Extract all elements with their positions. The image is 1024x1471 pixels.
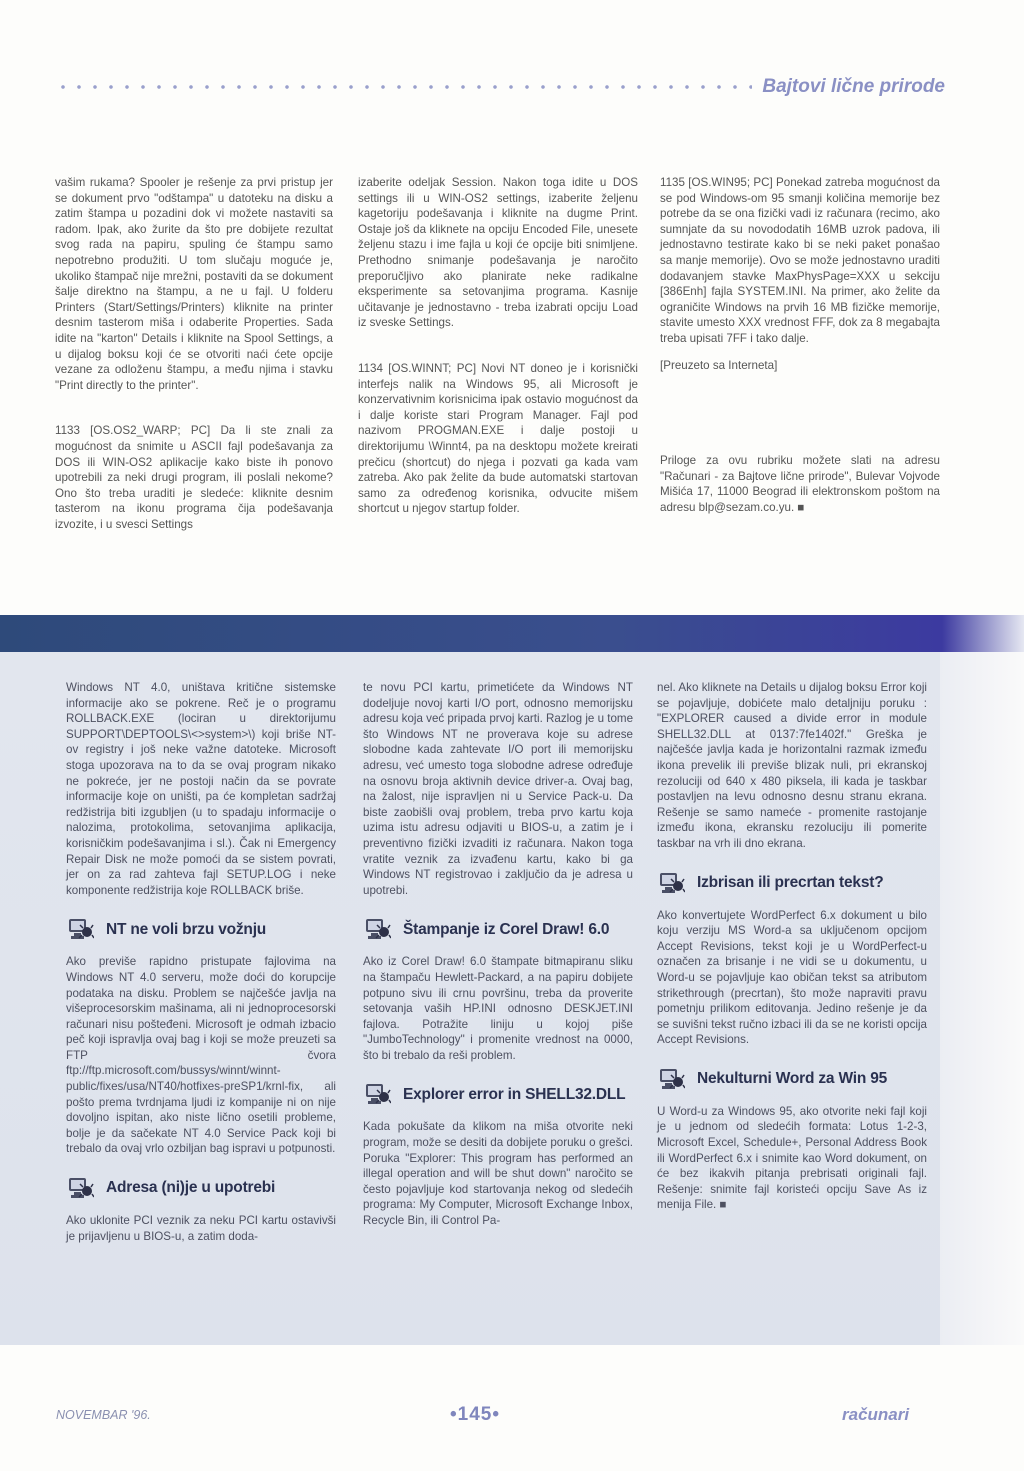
computer-bug-icon <box>657 1065 685 1093</box>
bottom-column-2 <box>363 680 633 1240</box>
dotted-rule <box>55 84 752 90</box>
divider-band <box>0 615 1024 652</box>
paragraph: izaberite odeljak Session. Nakon toga idite u DOS settings ili u WIN-OS2 settings, izaberite željenu kagetoriju podešavanja i kliknite na dugme Print. Ostaje još da kliknete na opciju Encoded File, unesete željenu stazu i ime fajla u koji će opcije biti snimljene. Prethodno snimanje podešavanja je naročito preporučljivo ako planirate neke radikalne eksperimente sa setovanjima programa. Kasnije učitavanje je jednostavno - treba izabrati opciju Load iz sveske Settings. <box>358 176 638 330</box>
top-column-3 <box>660 175 940 527</box>
paragraph: Ako previše rapidno pristupate fajlovima na Windows NT 4.0 serveru, može doći do korupcije podataka na disku. Problem se najčešće javlja na višeprocesorskim mašinama, ali ni jednoprocesorski računari nisu pošteđeni. Microsoft je odmah izbacio peč koji ispravlja ovaj bag i koji se može preuzeti sa FTP čvora ftp://ftp.microsoft.com/bussys/winnt/winnt-public/fixes/usa/NT40/hotfixes-preSP1/krnl-fix, ali pošto prema tvrdnjama ljudi iz kompanije ni on nije dovoljno ispitan, ako niste lično osetili probleme, bolje je da sačekate NT 4.0 Service Pack koji bi trebalo da ovaj vrlo ozbiljan bag ispravi u potpunosti. <box>66 955 336 1156</box>
subheading-text: Explorer error in SHELL32.DLL <box>403 1085 626 1103</box>
subheading <box>657 868 927 898</box>
subheading-text: Nekulturni Word za Win 95 <box>697 1070 888 1088</box>
subheading <box>363 914 633 944</box>
section-header <box>55 72 945 102</box>
subheading <box>363 1079 633 1109</box>
issue-date: NOVEMBAR '96. <box>56 1408 151 1422</box>
subheading-text: NT ne voli brzu vožnju <box>106 920 267 938</box>
subheading <box>66 1173 336 1203</box>
submission-note: Priloge za ovu rubriku možete slati na adresu "Računari - za Bajtove lične prirode", Bulevar Vojvode Mišića 17, 11000 Beograd ili elektronskom poštom na adresu blp@sezam.co.yu. ■ <box>660 454 940 514</box>
computer-bug-icon <box>657 869 685 897</box>
computer-bug-icon <box>66 915 94 943</box>
subheading-text: Štampanje iz Corel Draw! 6.0 <box>403 920 610 938</box>
source-note: [Preuzeto sa Interneta] <box>660 358 778 372</box>
tip-1134: 1134 [OS.WINNT; PC] Novi NT doneo je i korisnički interfejs nalik na Windows 95, ali Microsoft je konzervativnim korisnicima ipak ostavio mogućnost da i dalje koriste stari Program Manager. Fajl pod nazivom PROGMAN.EXE i dalje postoji u direktorijumu \Winnt4, pa na desktopu možete kreirati prečicu (shortcut) do njega i pozvati ga kada vam zatreba. Ako pak želite da bude automatski startovan samo za određenog korisnika, odvucite mišem shortcut u njegov startup folder. <box>358 361 638 516</box>
paragraph: Ako konvertujete WordPerfect 6.x dokument u bilo koju verziju MS Word-a sa uključenom opcijom Accept Revisions, tekst koji je u WordPerfect-u označen za brisanje i ne vidi se u dokumentu, u Word-u se pojavljuje kao običan tekst sa atributom strikethrough (precrtan), što može napraviti pravu pometnju prilikom editovanja. Jedino rešenje je da se suvišni tekst ručno izbaci ili da se ne koristi opcija Accept Revisions. <box>657 908 927 1047</box>
subheading-text: Adresa (ni)je u upotrebi <box>106 1179 276 1197</box>
top-column-2 <box>358 175 638 528</box>
paragraph: U Word-u za Windows 95, ako otvorite neki fajl koji je u jednom od sledećih formata: Lotus 1-2-3, Microsoft Excel, Schedule+, Personal Address Book ili WordPerfect 6.x i snimite kao Word dokument, on će bez ikakvih pitanja prebrisati originali fajl. Rešenje: snimite fajl koristeći opciju Save As iz menija File. ■ <box>657 1104 927 1212</box>
computer-bug-icon <box>363 915 391 943</box>
magazine-logo: računari <box>842 1405 910 1424</box>
paragraph: te novu PCI kartu, primetićete da Windows NT dodeljuje novoj karti I/O port, odnosno memorijsku adresu koja već pripada prvoj karti. Razlog je u tome što Windows NT ne proverava koje su adrese slobodne kada zahtevate I/O port ili memorijsku adresu, već umesto toga slobodne adrese određuje na osnovu broja aktivnih device driver-a. Ovaj bag, na žalost, nije ispravljen ni u Service Pack-u. Da biste zaobišli ovaj problem, treba prvo kartu koja uzima istu adresu odjaviti u BIOS-u, a zatim je i preventivno fizički izvaditi iz računara. Nakon toga vratite veznik za izvađenu kartu, kako bi ga Windows NT registrovao i zaključio da je adresa u upotrebi. <box>363 681 634 897</box>
page-number: •145• <box>450 1404 501 1425</box>
bottom-column-3 <box>657 680 927 1224</box>
section-title: Bajtovi lične prirode <box>762 76 945 97</box>
computer-bug-icon <box>363 1080 391 1108</box>
computer-bug-icon <box>66 1174 94 1202</box>
panel-fade <box>940 652 1024 1345</box>
paragraph: vašim rukama? Spooler je rešenje za prvi pristup jer se dokument prvo "odštampa" u datoteku na disku a zatim štampa u pozadini dok vi možete nastaviti sa radom. Ipak, ako žurite da što pre dobijete rezultat svog rada na papiru, spuling će štampu samo nepotrebno produžiti. U tom slučaju moguće je, ukoliko štampač nije mrežni, postaviti da se dokument šalje direktno na štampu, a ne u fajl. U folderu Printers (Start/Settings/Printers) kliknite na printer desnim tasterom miša i odaberite Properties. Sada idite na "karton" Details i kliknite na Spool Settings, a u dijalog boksu koji će se otvoriti naći ćete opcije vezane za odloženu štampu, a među njima i stavku "Print directly to the printer". <box>55 176 333 392</box>
paragraph: Windows NT 4.0, uništava kritične sistemske informacije ako se pokrene. Reč je o programu ROLLBACK.EXE (lociran u direktorijumu SUPPORT\DEPTOOLS\<>system>\) koji briše NT-ov registry i još neke važne datoteke. Microsoft stoga upozorava na to da se ovaj program nikako ne pokreće, jer ne postoji način da se povrate informacije koje on uništi, pa će kompletan sadržaj redžistrija biti izgubljen (u to spadaju informacije o nalozima, protokolima, setovanjima aplikacija, korisničkim podešavanjima i sl.). Čak ni Emergency Repair Disk ne može pomoći da se sistem povrati, jer on za rad zahteva fajl SETUP.LOG i neke komponente redžistrija koje ROLLBACK briše. <box>66 681 336 897</box>
paragraph: nel. Ako kliknete na Details u dijalog boksu Error koji se pojavljuje, dobićete malo detaljniju poruku : "EXPLORER caused a divide error in module SHELL32.DLL at 0137:7fe1402f." Greška je najčešće javlja kada je horizontalni razmak između ikona prevelik ili previše blizak nuli, pri ekranskoj rezoluciji od 640 x 480 piksela, ili kada je taskbar postavljen na levu odnosno desnu stranu ekrana. Rešenje se samo nameće - promenite rastojanje između ikona, ekransku rezoluciju ili pomerite taskbar na vrh ili dno ekrana. <box>657 681 927 850</box>
bottom-column-1 <box>66 680 336 1255</box>
tip-1133: 1133 [OS.OS2_WARP; PC] Da li ste znali za mogućnost da snimite u ASCII fajl podešavanja za DOS ili WIN-OS2 aplikacije kako biste ih ponovo upotrebili za neki drugi program, ili poslali nekome? Ono što treba uraditi je sledeće: kliknite desnim tasterom na ikonu programa čija podešavanja izvozite, i u svesci Settings <box>55 424 333 531</box>
subheading <box>66 914 336 944</box>
subheading-text: Izbrisan ili precrtan tekst? <box>697 873 884 891</box>
paragraph: Ako iz Corel Draw! 6.0 štampate bitmapiranu sliku na štampaču Hewlett-Packard, a na papiru dobijete potpuno sivu ili crnu površinu, treba da proverite setovanja vaših HP.INI odnosno DESKJET.INI fajlova. Potražite liniju u kojoj piše "JumboTechnology" i promenite vrednost na 0000, što bi trebalo da reši problem. <box>363 955 633 1062</box>
paragraph: Kada pokušate da klikom na miša otvorite neki program, može se desiti da dobijete poruku o grešci. Poruka "Explorer: This program has performed an illegal operation and will be shut down" naročito se često pojavljuje kod startovanja nekog od sledećih programa: My Computer, Microsoft Exchange Inbox, Recycle Bin, ili Control Pa- <box>363 1120 633 1228</box>
top-column-1 <box>55 175 333 543</box>
tip-1135: 1135 [OS.WIN95; PC] Ponekad zatreba mogućnost da se pod Windows-om 95 smanji količina memorije bez potrebe da se ona fizički vadi iz računara (recimo, ako sumnjate da su novododatih 16MB uzrok padova, ili jednostavno testirate kako bi se neki paket ponašao sa manje memorije). Ovo se može jednostavno uraditi dodavanjem stavke MaxPhysPage=XXX u sekciju [386Enh] fajla SYSTEM.INI. Na primer, ako želite da ograničite Windows na prvih 16 MB fizičke memorije, stavite umesto XXX vrednost FFF, dok za 8 megabajta treba upisati 7FF i tako dalje. <box>660 176 940 345</box>
subheading <box>657 1064 927 1094</box>
paragraph: Ako uklonite PCI veznik za neku PCI kartu ostavivši je prijavljenu u BIOS-u, a zatim doda- <box>66 1214 336 1243</box>
